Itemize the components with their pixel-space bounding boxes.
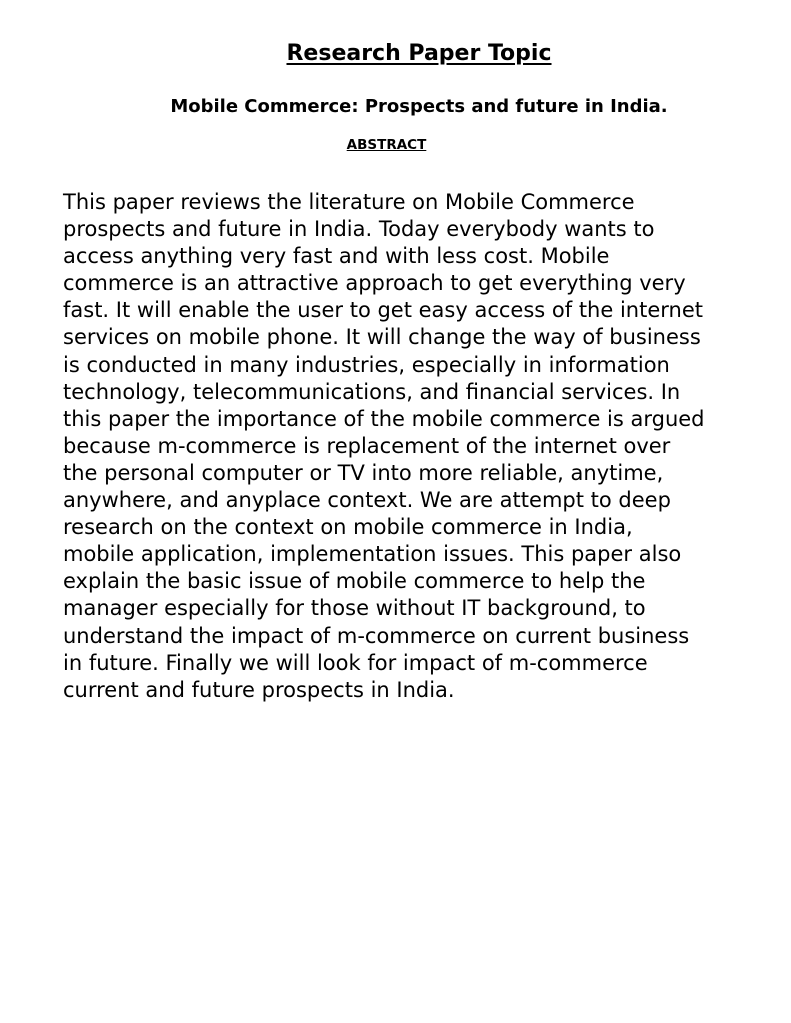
abstract-line: manager especially for those without IT background, to [63, 596, 646, 621]
abstract-line: because m-commerce is replacement of the internet over [63, 433, 671, 458]
page-title: Research Paper Topic [286, 41, 552, 66]
abstract-line: the personal computer or TV into more reliable, anytime, [63, 460, 664, 485]
abstract-line: access anything very fast and with less cost. Mobile [63, 244, 610, 269]
abstract-line: anywhere, and anyplace context. We are attempt to deep [63, 488, 671, 513]
abstract-line: in future. Finally we will look for impact of m-commerce [63, 650, 648, 675]
abstract-heading: ABSTRACT [346, 137, 427, 153]
abstract-line: this paper the importance of the mobile commerce is argued [63, 406, 705, 431]
abstract-line: This paper reviews the literature on Mobile Commerce [63, 190, 635, 214]
abstract-body [63, 189, 785, 704]
abstract-line: current and future prospects in India. [63, 677, 455, 702]
abstract-line: technology, telecommunications, and financial services. In [63, 379, 681, 404]
abstract-line: commerce is an attractive approach to get everything very [63, 271, 686, 296]
abstract-line: services on mobile phone. It will change the way of business [63, 325, 701, 350]
abstract-line: research on the context on mobile commerce in India, [63, 515, 633, 540]
abstract-line: mobile application, implementation issues. This paper also [63, 542, 682, 567]
abstract-line: fast. It will enable the user to get easy access of the internet [63, 298, 703, 323]
paper-subtitle: Mobile Commerce: Prospects and future in India. [170, 96, 668, 117]
abstract-line: explain the basic issue of mobile commerce to help the [63, 569, 646, 594]
abstract-line: prospects and future in India. Today everybody wants to [63, 217, 655, 242]
abstract-line: is conducted in many industries, especially in information [63, 352, 670, 377]
abstract-line: understand the impact of m-commerce on current business [63, 623, 690, 648]
